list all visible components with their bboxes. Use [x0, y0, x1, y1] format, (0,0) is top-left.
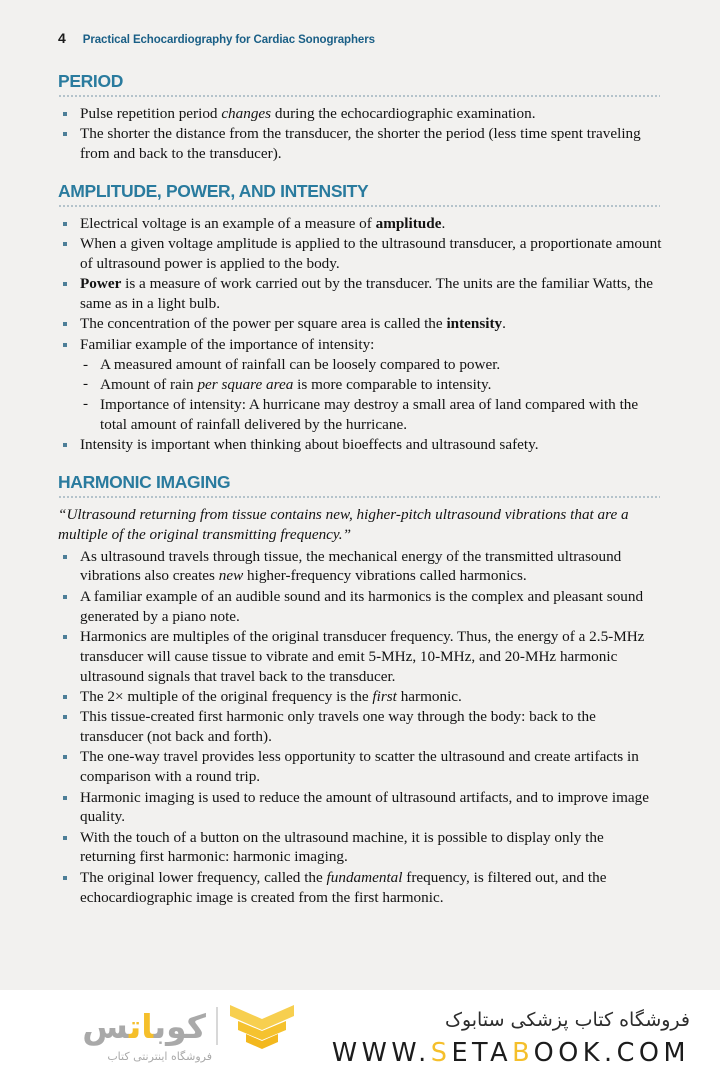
bullet-text: When a given voltage amplitude is applied to the ultrasound transducer, a proportionate amount of ultrasound power is applied to the body.: [80, 235, 662, 272]
bullet-text: is a measure of work carried out by the transducer. The units are the familiar Watts, the same as in a light bulb.: [80, 275, 654, 313]
sub-bullet-text: Amount of rain: [100, 375, 198, 393]
sub-bullet-text: is more comparable to intensity.: [293, 375, 492, 393]
page-number: 4: [58, 30, 66, 46]
bullet-text: frequency, is filtered out, and the echocardiographic image is created from the first harmonic.: [80, 868, 607, 906]
bullet-text: [80, 869, 606, 906]
bullet-list: [58, 104, 662, 164]
bullet-marker-icon: [63, 443, 67, 447]
sub-bullet-item: [79, 395, 662, 435]
bullet-text: The shorter the distance from the transducer, the shorter the period (less time spent traveling from and back to the transducer).: [80, 125, 641, 163]
brand-url-part: WWW.: [331, 1037, 431, 1068]
bullet-item: [58, 627, 662, 686]
dash-marker-icon: -: [83, 375, 89, 393]
bullet-item: [58, 788, 662, 828]
bullet-marker-icon: [63, 715, 67, 719]
sub-bullet-italic: per square area: [197, 375, 294, 393]
bullet-marker-icon: [63, 132, 67, 136]
bullet-list: [58, 214, 662, 455]
sub-bullet-text: [100, 376, 491, 393]
dash-marker-icon: -: [83, 395, 89, 413]
bullet-marker-icon: [63, 796, 67, 800]
bullet-item: [58, 214, 662, 234]
bullet-text: [80, 548, 621, 585]
logo-wordmark-glyph: س: [82, 1006, 129, 1046]
logo-wordmark-glyph: ا: [141, 1006, 154, 1046]
brand-url-part: S: [430, 1037, 452, 1068]
bullet-italic: new: [218, 567, 244, 585]
bullet-marker-icon: [63, 695, 67, 699]
bullet-item: [58, 314, 662, 334]
bullet-item: [58, 335, 662, 355]
logo-tagline: فروشگاه اینترنتی کتاب: [107, 1050, 212, 1063]
bullet-item: [58, 828, 662, 868]
bullet-italic: fundamental: [326, 868, 403, 886]
chevron-logo-icon: [228, 1003, 296, 1049]
bullet-text: [80, 315, 506, 332]
sub-bullet-text: A measured amount of rainfall can be loosely compared to power.: [100, 356, 501, 374]
content-section: [58, 72, 662, 164]
bullet-text: A familiar example of an audible sound and its harmonics is the complex and pleasant sound generated by a piano note.: [80, 587, 644, 625]
logo-wordmark-glyph: ت: [128, 1006, 142, 1046]
sub-bullet-text: [100, 356, 500, 373]
bullet-item: [58, 234, 662, 274]
bullet-text: This tissue-created first harmonic only travels one way through the body: back to the transducer (not back and forth).: [80, 708, 596, 746]
section-heading: HARMONIC IMAGING: [58, 471, 231, 492]
bullet-marker-icon: [63, 876, 67, 880]
logo-wordmark: [82, 1006, 206, 1046]
content-section: [58, 473, 662, 908]
brand-url-part: OOK.COM: [533, 1037, 690, 1068]
bullet-item: [58, 747, 662, 787]
bullet-text: [80, 125, 641, 162]
bullet-item: [58, 274, 662, 314]
bullet-item: [58, 687, 662, 707]
logo-divider: [216, 1007, 218, 1045]
bullet-text: during the echocardiographic examination.: [271, 104, 536, 122]
logo-wordmark-glyph: ک: [186, 1006, 206, 1046]
bullet-marker-icon: [63, 112, 67, 116]
bullet-text: .: [441, 214, 446, 232]
bullet-marker-icon: [63, 555, 67, 559]
bullet-text: [80, 275, 653, 312]
bullet-text: Pulse repetition period: [80, 104, 222, 122]
bullet-text: [80, 436, 539, 453]
bullet-item: [58, 868, 662, 908]
bullet-text: [80, 748, 639, 785]
sub-bullet-text: [100, 396, 638, 433]
dash-marker-icon: -: [83, 355, 89, 373]
bullet-emphasis: intensity: [446, 315, 503, 333]
bullet-marker-icon: [63, 635, 67, 639]
bullet-item: [58, 435, 662, 455]
bullet-text: Electrical voltage is an example of a measure of: [80, 214, 376, 232]
bullet-list: [58, 547, 662, 908]
bullet-marker-icon: [63, 282, 67, 286]
section-heading: PERIOD: [58, 71, 123, 91]
bullet-marker-icon: [63, 242, 67, 246]
bullet-text: higher-frequency vibrations called harmonics.: [243, 567, 527, 585]
logo-wordmark-glyph: و: [166, 1006, 187, 1046]
sub-bullet-text: Importance of intensity: A hurricane may destroy a small area of land compared with the total amount of rainfall delivered by the hurricane.: [100, 395, 639, 433]
sub-bullet-item: [79, 375, 662, 395]
bullet-text: harmonic.: [396, 687, 462, 705]
footer-watermark-band: [0, 990, 720, 1080]
setabook-logo: [36, 1004, 296, 1063]
running-head: [58, 30, 662, 46]
bullet-marker-icon: [63, 836, 67, 840]
bullet-italic: first: [372, 687, 397, 705]
bullet-marker-icon: [63, 322, 67, 326]
bullet-text: The original lower frequency, called the: [80, 868, 327, 886]
brand-url-part: B: [512, 1037, 534, 1068]
bullet-item: [58, 124, 662, 164]
content-section: [58, 182, 662, 455]
bullet-text: [80, 588, 643, 625]
bullet-marker-icon: [63, 595, 67, 599]
bullet-text: Intensity is important when thinking about bioeffects and ultrasound safety.: [80, 435, 539, 453]
bullet-text: .: [502, 315, 506, 333]
bullet-text: Familiar example of the importance of intensity:: [80, 335, 375, 353]
brand-url[interactable]: [300, 1039, 690, 1067]
bullet-text: [80, 708, 596, 745]
bullet-text: [80, 235, 661, 272]
bullet-marker-icon: [63, 222, 67, 226]
bullet-item: [58, 104, 662, 124]
bullet-marker-icon: [63, 755, 67, 759]
brand-persian-line: فروشگاه کتاب پزشکی ستابوک: [444, 1009, 690, 1031]
bullet-text: Harmonics are multiples of the original transducer frequency. Thus, the energy of a 2.5-MHz transducer will cause tissue to vibrate and emit 5-MHz, 10-MHz, and 20-MHz harmonic ultrasound signals that travel back to the transducer.: [80, 627, 645, 685]
bullet-text: With the touch of a button on the ultrasound machine, it is possible to display only the returning first harmonic: harmonic imaging.: [80, 828, 604, 866]
page-content: [58, 72, 662, 909]
bullet-text: [80, 789, 649, 826]
sub-bullet-group: [58, 355, 662, 434]
bullet-marker-icon: [63, 343, 67, 347]
bullet-text: The 2× multiple of the original frequency is the: [80, 687, 373, 705]
running-title: Practical Echocardiography for Cardiac Sonographers: [82, 34, 375, 46]
bullet-text: [80, 628, 644, 685]
sub-bullet-item: [79, 355, 662, 375]
bullet-text: Harmonic imaging is used to reduce the amount of ultrasound artifacts, and to improve image quality.: [80, 788, 649, 826]
bullet-item: [58, 547, 662, 587]
bullet-text: The one-way travel provides less opportunity to scatter the ultrasound and create artifacts in comparison with a round trip.: [80, 748, 639, 786]
section-heading: AMPLITUDE, POWER, AND INTENSITY: [58, 180, 369, 201]
section-pull-quote: “Ultrasound returning from tissue contains new, higher-pitch ultrasound vibrations that are a multiple of the original transmitting frequency.”: [58, 505, 629, 543]
heading-dotted-rule: [58, 205, 660, 207]
bullet-text: [80, 829, 604, 866]
bullet-text: [80, 688, 462, 705]
bullet-item: [58, 587, 662, 627]
bullet-text: [80, 215, 445, 232]
bullet-emphasis: amplitude: [375, 214, 442, 232]
bullet-text: The concentration of the power per square area is called the: [80, 315, 447, 333]
brand-text-block: [300, 1008, 690, 1067]
heading-dotted-rule: [58, 95, 660, 97]
bullet-text: [80, 336, 374, 353]
logo-row: [36, 1004, 296, 1048]
bullet-text: As ultrasound travels through tissue, the mechanical energy of the transmitted ultrasound vibrations also creates: [80, 547, 622, 585]
heading-dotted-rule: [58, 496, 660, 498]
brand-url-part: ETA: [451, 1037, 513, 1068]
bullet-italic: changes: [221, 104, 272, 122]
bullet-emphasis: Power: [80, 275, 122, 293]
bullet-item: [58, 707, 662, 747]
sub-bullet-list: [79, 355, 662, 434]
logo-wordmark-glyph: ب: [153, 1006, 167, 1046]
bullet-text: [80, 105, 536, 122]
